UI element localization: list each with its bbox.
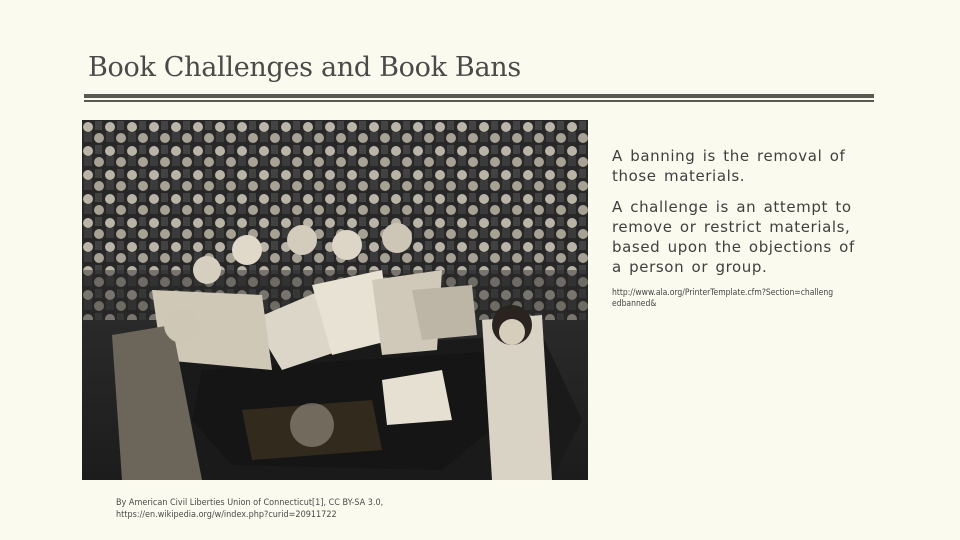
title-rule-thick — [84, 94, 874, 98]
banning-line: those materials. — [612, 167, 746, 185]
caption-link[interactable]: https://en.wikipedia.org/w/index.php?curid=20911722 — [116, 510, 337, 520]
source-link-line[interactable]: edbanned& — [612, 299, 657, 309]
banning-line: A banning is the removal of — [612, 147, 846, 165]
source-link[interactable] — [612, 288, 882, 310]
challenge-definition — [612, 197, 882, 277]
photo-image — [82, 120, 588, 480]
body-text — [612, 146, 882, 310]
title-rule-thin — [84, 100, 874, 102]
slide-title: Book Challenges and Book Bans — [88, 52, 521, 83]
banning-definition — [612, 146, 882, 186]
photo-caption — [116, 497, 536, 521]
caption-attribution: By American Civil Liberties Union of Connecticut[1], CC BY-SA 3.0, — [116, 498, 384, 508]
challenge-line: a person or group. — [612, 258, 768, 276]
challenge-line: based upon the objections of — [612, 238, 855, 256]
challenge-line: A challenge is an attempt to — [612, 198, 852, 216]
source-link-line[interactable]: http://www.ala.org/PrinterTemplate.cfm?Section=challeng — [612, 288, 834, 298]
challenge-line: remove or restrict materials, — [612, 218, 851, 236]
photo — [82, 120, 588, 480]
